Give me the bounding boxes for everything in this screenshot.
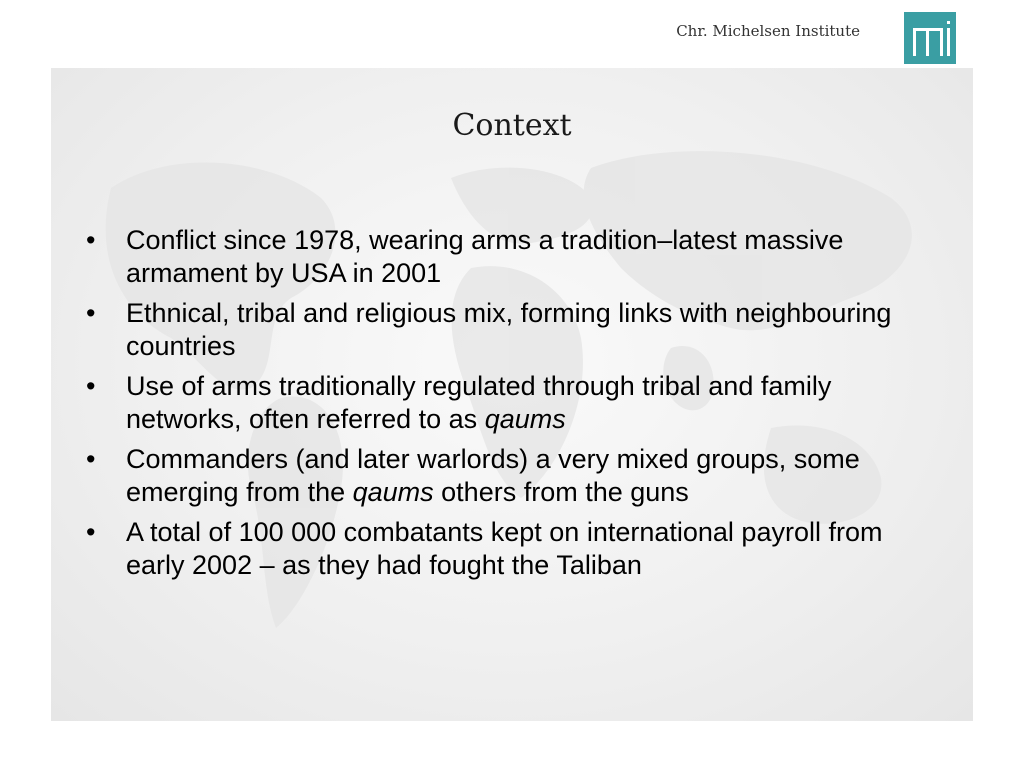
bullet-text: Use of arms traditionally regulated through tribal and family networks, often referred to as — [126, 371, 832, 434]
bullet-icon: • — [86, 371, 96, 401]
bullet-emphasis: qaums — [352, 477, 434, 507]
bullet-emphasis: qaums — [484, 404, 566, 434]
bullet-item-ethnical-mix — [86, 297, 946, 363]
bullet-icon: • — [86, 517, 96, 547]
bullet-text: Conflict since 1978, wearing arms a tradition–latest massive armament by USA in 2001 — [126, 225, 844, 288]
bullet-icon: • — [86, 225, 96, 255]
bullet-item-commanders — [86, 443, 946, 509]
bullet-item-combatants — [86, 516, 946, 582]
bullet-text: A total of 100 000 combatants kept on international payroll from early 2002 – as they had fought the Taliban — [126, 517, 883, 580]
bullet-item-conflict — [86, 224, 946, 290]
bullet-list — [86, 224, 946, 589]
bullet-text: Ethnical, tribal and religious mix, forming links with neighbouring countries — [126, 298, 892, 361]
bullet-text-after: others from the guns — [433, 477, 689, 507]
bullet-icon: • — [86, 444, 96, 474]
bullet-text: Commanders (and later warlords) a very mixed groups, some emerging from the — [126, 444, 860, 507]
bullet-item-use-of-arms — [86, 370, 946, 436]
bullet-icon: • — [86, 298, 96, 328]
institute-name: Chr. Michelsen Institute — [676, 22, 860, 40]
cmi-logo-icon — [904, 12, 956, 64]
slide-title: Context — [452, 108, 572, 143]
